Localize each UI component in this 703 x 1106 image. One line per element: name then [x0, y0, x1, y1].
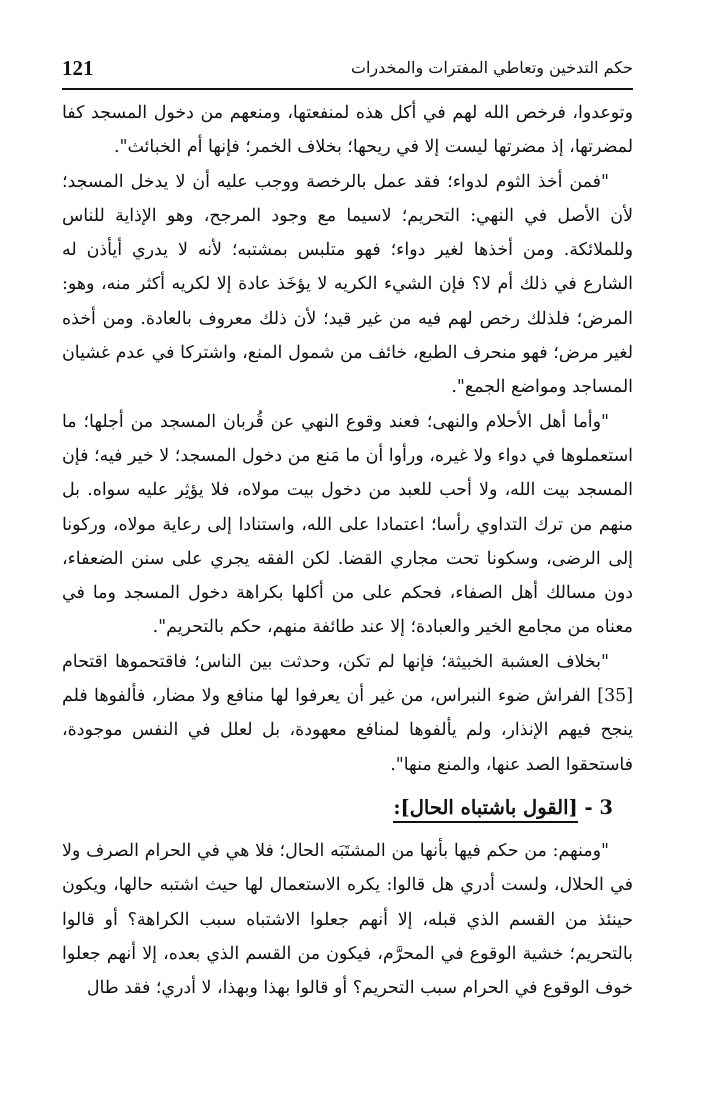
paragraph: "وأما أهل الأحلام والنهى؛ فعند وقوع النهي عن قُربان المسجد من أجلها؛ ما استعملوها في دواء ولا غيره، ورأوا أن ما مَنع من دخول المسجد؛ لا خير فيه؛ فإن المسجد بيت الله، ولا أحب للعبد من دخول بيت مولاه، فلا يؤثِر عليه سواه. بل منهم من ترك التداوي رأسا؛ اعتمادا على الله، واستنادا إلى رعاية مولاه، وركونا إلى الرضى، وسكونا تحت مجاري القضا. لكن الفقه يجري على سنن الضعفاء، دون مسالك أهل الصفاء، فحكم على من أكلها بكراهة دخول المسجد وما في معناه من مجامع الخير والعبادة؛ إلا عند طائفة منهم، حكم بالتحريم". [62, 411, 633, 638]
section-number: 3 - [584, 795, 613, 819]
page-number: 121 [62, 56, 94, 80]
paragraph: "فمن أخذ الثوم لدواء؛ فقد عمل بالرخصة ووجب عليه أن لا يدخل المسجد؛ لأن الأصل في النهي: التحريم؛ لاسيما مع وجود المرجح، وهو الإذاية للناس وللملائكة. ومن أخذها لغير دواء؛ فهو متلبس بمشتبه؛ لأنه لا يدري أيأذن له الشارع في ذلك أم لا؟ فإن الشيء الكريه لا يؤخَذ عادة إلا لكريه أكثر منه، وهو: المرض؛ فلذلك رخص لهم فيه من غير قيد؛ لأن ذلك معروف بالعادة. ومن أخذه لغير مرض؛ فهو منحرف الطبع، خائف من شمول المنع، واشتركا في عدم غشيان المساجد ومواضع الجمع". [62, 171, 633, 398]
paragraph: "بخلاف العشبة الخبيثة؛ فإنها لم تكن، وحدثت بين الناس؛ فاقتحموها اقتحام [35] الفراش ضوء النبراس، من غير أن يعرفوا لها منافع ولا مضار، فألفوها فلم ينجح فيهم الإنذار، ولم يألفوها لمنافع معهودة، بل لعلل في النفس موجودة، فاستحقوا الصد عنها، والمنع منها". [62, 651, 633, 775]
running-title: حكم التدخين وتعاطي المفترات والمخدرات [350, 58, 633, 77]
section-heading [62, 790, 633, 826]
page-body [62, 96, 633, 1005]
page-header [62, 52, 633, 90]
section-title: [القول باشتباه الحال]: [393, 796, 577, 823]
paragraph: "ومنهم: من حكم فيها بأنها من المشتَبَه الحال؛ فلا هي في الحرام الصرف ولا في الحلال، ولست أدري هل قالوا: يكره الاستعمال لها حيث اشتبه حالها، ويكون حينئذ من القسم الذي قبله، إلا أنهم جعلوا الاشتباه سبب الكراهة؟ أو قالوا بالتحريم؛ خشية الوقوع في المحرَّم، فيكون من القسم الذي بعده، إلا أنهم جعلوا خوف الوقوع في الحرام سبب التحريم؟ أو قالوا بهذا وبهذا، لا أدري؛ فقد طال [62, 840, 633, 999]
paragraph: وتوعدوا، فرخص الله لهم في أكل هذه لمنفعتها، ومنعهم من دخول المسجد كفا لمضرتها، إذ مضرتها ليست إلا في ريحها؛ بخلاف الخمر؛ فإنها أم الخبائث". [62, 103, 633, 158]
